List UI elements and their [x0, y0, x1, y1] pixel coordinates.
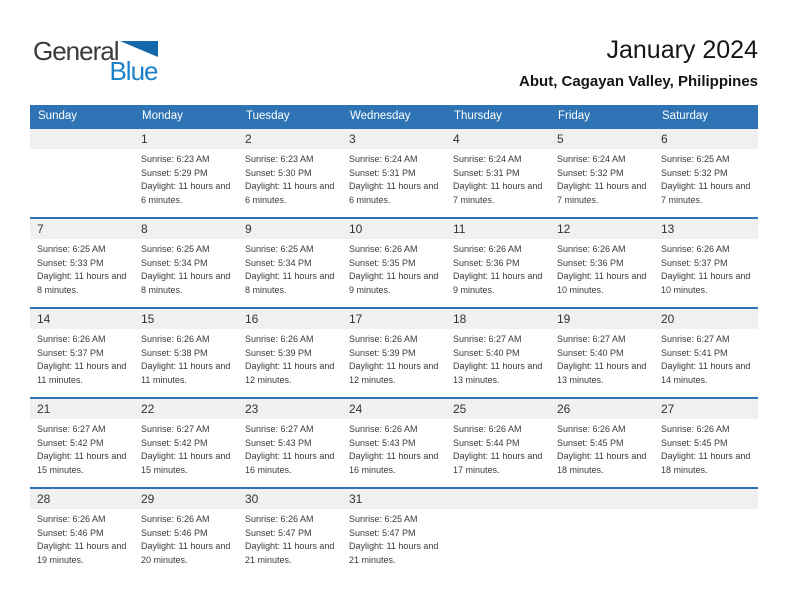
day-number: 26 — [550, 399, 654, 419]
calendar-day-cell — [238, 489, 342, 577]
calendar-day-cell — [134, 129, 238, 217]
day-details — [30, 509, 134, 567]
day-details — [238, 149, 342, 207]
calendar-day-cell — [446, 399, 550, 487]
calendar-day-cell — [30, 399, 134, 487]
day-details — [30, 239, 134, 297]
daylight-text: Daylight: 11 hours and 17 minutes. — [453, 451, 543, 475]
general-blue-logo — [33, 36, 158, 86]
calendar-day-cell — [134, 219, 238, 307]
logo-text-general: General — [33, 36, 119, 66]
day-number: 28 — [30, 489, 134, 509]
daylight-text: Daylight: 11 hours and 13 minutes. — [557, 361, 647, 385]
day-details — [550, 149, 654, 207]
sunrise-text: Sunrise: 6:26 AM — [245, 334, 314, 344]
day-number: 16 — [238, 309, 342, 329]
daylight-text: Daylight: 11 hours and 7 minutes. — [557, 181, 647, 205]
daylight-text: Daylight: 11 hours and 21 minutes. — [349, 541, 439, 565]
weekday-header-wednesday: Wednesday — [350, 110, 411, 122]
weekday-header-monday: Monday — [142, 110, 183, 122]
weekday-header-row — [30, 105, 758, 127]
title-block — [519, 36, 758, 90]
day-details — [654, 239, 758, 297]
sunset-text: Sunset: 5:42 PM — [37, 437, 104, 448]
day-number: 12 — [550, 219, 654, 239]
sunset-text: Sunset: 5:34 PM — [245, 257, 312, 268]
sunrise-text: Sunrise: 6:27 AM — [453, 334, 522, 344]
day-number: 17 — [342, 309, 446, 329]
day-details — [238, 509, 342, 567]
sunset-text: Sunset: 5:47 PM — [245, 527, 312, 538]
day-details — [238, 419, 342, 477]
day-details — [134, 239, 238, 297]
daylight-text: Daylight: 11 hours and 6 minutes. — [245, 181, 335, 205]
sunset-text: Sunset: 5:36 PM — [453, 257, 520, 268]
sunset-text: Sunset: 5:40 PM — [557, 347, 624, 358]
sunrise-text: Sunrise: 6:26 AM — [557, 424, 626, 434]
sunset-text: Sunset: 5:36 PM — [557, 257, 624, 268]
logo-text-blue: Blue — [109, 56, 158, 86]
sunset-text: Sunset: 5:43 PM — [349, 437, 416, 448]
sunrise-text: Sunrise: 6:27 AM — [557, 334, 626, 344]
daylight-text: Daylight: 11 hours and 13 minutes. — [453, 361, 543, 385]
daylight-text: Daylight: 11 hours and 14 minutes. — [661, 361, 751, 385]
day-number: 20 — [654, 309, 758, 329]
sunset-text: Sunset: 5:30 PM — [245, 167, 312, 178]
day-number: 11 — [446, 219, 550, 239]
day-details — [134, 149, 238, 207]
daylight-text: Daylight: 11 hours and 7 minutes. — [453, 181, 543, 205]
sunrise-text: Sunrise: 6:24 AM — [349, 154, 418, 164]
day-number: 31 — [342, 489, 446, 509]
sunset-text: Sunset: 5:29 PM — [141, 167, 208, 178]
day-number: 27 — [654, 399, 758, 419]
day-number — [446, 489, 550, 509]
sunset-text: Sunset: 5:32 PM — [557, 167, 624, 178]
day-details — [238, 329, 342, 387]
day-number: 21 — [30, 399, 134, 419]
sunrise-text: Sunrise: 6:26 AM — [557, 244, 626, 254]
day-details — [446, 239, 550, 297]
week-row — [30, 487, 758, 577]
sunrise-text: Sunrise: 6:25 AM — [245, 244, 314, 254]
weeks-container — [30, 127, 758, 577]
day-number: 3 — [342, 129, 446, 149]
sunset-text: Sunset: 5:34 PM — [141, 257, 208, 268]
sunrise-text: Sunrise: 6:25 AM — [661, 154, 730, 164]
calendar-day-cell — [30, 219, 134, 307]
day-details — [654, 329, 758, 387]
daylight-text: Daylight: 11 hours and 8 minutes. — [37, 271, 127, 295]
sunset-text: Sunset: 5:39 PM — [245, 347, 312, 358]
sunset-text: Sunset: 5:41 PM — [661, 347, 728, 358]
sunset-text: Sunset: 5:31 PM — [453, 167, 520, 178]
location-subtitle: Abut, Cagayan Valley, Philippines — [519, 73, 758, 90]
sunset-text: Sunset: 5:42 PM — [141, 437, 208, 448]
sunset-text: Sunset: 5:39 PM — [349, 347, 416, 358]
sunrise-text: Sunrise: 6:23 AM — [245, 154, 314, 164]
day-details — [30, 419, 134, 477]
week-row — [30, 127, 758, 217]
daylight-text: Daylight: 11 hours and 8 minutes. — [141, 271, 231, 295]
weekday-header-sunday: Sunday — [38, 110, 78, 122]
day-number: 25 — [446, 399, 550, 419]
calendar-day-cell — [654, 309, 758, 397]
sunrise-text: Sunrise: 6:27 AM — [37, 424, 106, 434]
weekday-header-saturday: Saturday — [662, 110, 709, 122]
sunrise-text: Sunrise: 6:26 AM — [661, 244, 730, 254]
sunrise-text: Sunrise: 6:26 AM — [349, 244, 418, 254]
day-number: 22 — [134, 399, 238, 419]
calendar-day-cell — [654, 219, 758, 307]
day-number: 4 — [446, 129, 550, 149]
daylight-text: Daylight: 11 hours and 12 minutes. — [349, 361, 439, 385]
week-row — [30, 397, 758, 487]
sunset-text: Sunset: 5:31 PM — [349, 167, 416, 178]
sunset-text: Sunset: 5:47 PM — [349, 527, 416, 538]
daylight-text: Daylight: 11 hours and 18 minutes. — [661, 451, 751, 475]
daylight-text: Daylight: 11 hours and 6 minutes. — [141, 181, 231, 205]
day-details — [550, 419, 654, 477]
day-details — [654, 149, 758, 207]
week-row — [30, 217, 758, 307]
day-number: 5 — [550, 129, 654, 149]
sunrise-text: Sunrise: 6:23 AM — [141, 154, 210, 164]
daylight-text: Daylight: 11 hours and 21 minutes. — [245, 541, 335, 565]
daylight-text: Daylight: 11 hours and 16 minutes. — [349, 451, 439, 475]
sunset-text: Sunset: 5:43 PM — [245, 437, 312, 448]
day-number: 18 — [446, 309, 550, 329]
sunset-text: Sunset: 5:35 PM — [349, 257, 416, 268]
calendar-day-cell — [342, 219, 446, 307]
day-details — [342, 329, 446, 387]
week-row — [30, 307, 758, 397]
calendar-empty-cell — [446, 489, 550, 577]
sunset-text: Sunset: 5:37 PM — [661, 257, 728, 268]
day-number: 24 — [342, 399, 446, 419]
day-number: 14 — [30, 309, 134, 329]
daylight-text: Daylight: 11 hours and 12 minutes. — [245, 361, 335, 385]
calendar-day-cell — [446, 219, 550, 307]
sunrise-text: Sunrise: 6:26 AM — [349, 424, 418, 434]
daylight-text: Daylight: 11 hours and 6 minutes. — [349, 181, 439, 205]
sunrise-text: Sunrise: 6:24 AM — [557, 154, 626, 164]
daylight-text: Daylight: 11 hours and 16 minutes. — [245, 451, 335, 475]
calendar-empty-cell — [654, 489, 758, 577]
calendar-grid — [30, 105, 758, 577]
day-number — [654, 489, 758, 509]
sunset-text: Sunset: 5:46 PM — [37, 527, 104, 538]
day-number: 1 — [134, 129, 238, 149]
calendar-day-cell — [30, 489, 134, 577]
calendar-day-cell — [342, 399, 446, 487]
daylight-text: Daylight: 11 hours and 19 minutes. — [37, 541, 127, 565]
day-details — [342, 509, 446, 567]
daylight-text: Daylight: 11 hours and 10 minutes. — [557, 271, 647, 295]
sunrise-text: Sunrise: 6:26 AM — [349, 334, 418, 344]
sunrise-text: Sunrise: 6:26 AM — [453, 424, 522, 434]
calendar-day-cell — [238, 309, 342, 397]
sunset-text: Sunset: 5:37 PM — [37, 347, 104, 358]
calendar-day-cell — [342, 489, 446, 577]
daylight-text: Daylight: 11 hours and 9 minutes. — [349, 271, 439, 295]
daylight-text: Daylight: 11 hours and 11 minutes. — [141, 361, 231, 385]
day-details — [446, 149, 550, 207]
weekday-header-friday: Friday — [558, 110, 590, 122]
daylight-text: Daylight: 11 hours and 15 minutes. — [141, 451, 231, 475]
daylight-text: Daylight: 11 hours and 11 minutes. — [37, 361, 127, 385]
day-number: 13 — [654, 219, 758, 239]
sunrise-text: Sunrise: 6:26 AM — [141, 334, 210, 344]
day-number: 15 — [134, 309, 238, 329]
calendar-day-cell — [446, 129, 550, 217]
sunset-text: Sunset: 5:33 PM — [37, 257, 104, 268]
calendar-day-cell — [550, 219, 654, 307]
day-details — [550, 329, 654, 387]
day-number: 9 — [238, 219, 342, 239]
calendar-day-cell — [30, 309, 134, 397]
sunset-text: Sunset: 5:45 PM — [661, 437, 728, 448]
daylight-text: Daylight: 11 hours and 8 minutes. — [245, 271, 335, 295]
day-details — [654, 419, 758, 477]
day-details — [342, 419, 446, 477]
sunset-text: Sunset: 5:38 PM — [141, 347, 208, 358]
sunrise-text: Sunrise: 6:25 AM — [37, 244, 106, 254]
sunrise-text: Sunrise: 6:25 AM — [349, 514, 418, 524]
day-number — [30, 129, 134, 149]
sunrise-text: Sunrise: 6:26 AM — [37, 334, 106, 344]
sunrise-text: Sunrise: 6:27 AM — [245, 424, 314, 434]
calendar-day-cell — [238, 129, 342, 217]
weekday-header-thursday: Thursday — [454, 110, 502, 122]
day-number: 23 — [238, 399, 342, 419]
day-details — [134, 329, 238, 387]
weekday-header-tuesday: Tuesday — [246, 110, 290, 122]
calendar-day-cell — [550, 399, 654, 487]
calendar-empty-cell — [30, 129, 134, 217]
day-details — [342, 149, 446, 207]
calendar-empty-cell — [550, 489, 654, 577]
calendar-day-cell — [550, 309, 654, 397]
day-number: 7 — [30, 219, 134, 239]
sunrise-text: Sunrise: 6:27 AM — [661, 334, 730, 344]
sunrise-text: Sunrise: 6:26 AM — [37, 514, 106, 524]
sunrise-text: Sunrise: 6:26 AM — [141, 514, 210, 524]
calendar-day-cell — [238, 399, 342, 487]
calendar-day-cell — [446, 309, 550, 397]
calendar-day-cell — [550, 129, 654, 217]
calendar-day-cell — [134, 489, 238, 577]
daylight-text: Daylight: 11 hours and 9 minutes. — [453, 271, 543, 295]
day-details — [446, 329, 550, 387]
sunrise-text: Sunrise: 6:26 AM — [245, 514, 314, 524]
sunrise-text: Sunrise: 6:26 AM — [453, 244, 522, 254]
daylight-text: Daylight: 11 hours and 15 minutes. — [37, 451, 127, 475]
sunrise-text: Sunrise: 6:25 AM — [141, 244, 210, 254]
calendar-day-cell — [134, 309, 238, 397]
day-details — [550, 239, 654, 297]
sunset-text: Sunset: 5:44 PM — [453, 437, 520, 448]
calendar-day-cell — [134, 399, 238, 487]
day-number: 6 — [654, 129, 758, 149]
day-number: 2 — [238, 129, 342, 149]
day-details — [134, 509, 238, 567]
sunset-text: Sunset: 5:40 PM — [453, 347, 520, 358]
month-title: January 2024 — [606, 36, 758, 64]
calendar-day-cell — [654, 129, 758, 217]
sunset-text: Sunset: 5:46 PM — [141, 527, 208, 538]
calendar-day-cell — [654, 399, 758, 487]
day-number — [550, 489, 654, 509]
sunrise-text: Sunrise: 6:27 AM — [141, 424, 210, 434]
daylight-text: Daylight: 11 hours and 10 minutes. — [661, 271, 751, 295]
daylight-text: Daylight: 11 hours and 20 minutes. — [141, 541, 231, 565]
day-number: 8 — [134, 219, 238, 239]
day-number: 10 — [342, 219, 446, 239]
day-number: 29 — [134, 489, 238, 509]
day-details — [30, 329, 134, 387]
calendar-day-cell — [238, 219, 342, 307]
daylight-text: Daylight: 11 hours and 7 minutes. — [661, 181, 751, 205]
sunrise-text: Sunrise: 6:26 AM — [661, 424, 730, 434]
day-number: 19 — [550, 309, 654, 329]
day-details — [446, 419, 550, 477]
sunset-text: Sunset: 5:32 PM — [661, 167, 728, 178]
day-details — [134, 419, 238, 477]
calendar-day-cell — [342, 129, 446, 217]
calendar-day-cell — [342, 309, 446, 397]
daylight-text: Daylight: 11 hours and 18 minutes. — [557, 451, 647, 475]
sunset-text: Sunset: 5:45 PM — [557, 437, 624, 448]
day-details — [342, 239, 446, 297]
day-number: 30 — [238, 489, 342, 509]
day-details — [238, 239, 342, 297]
sunrise-text: Sunrise: 6:24 AM — [453, 154, 522, 164]
